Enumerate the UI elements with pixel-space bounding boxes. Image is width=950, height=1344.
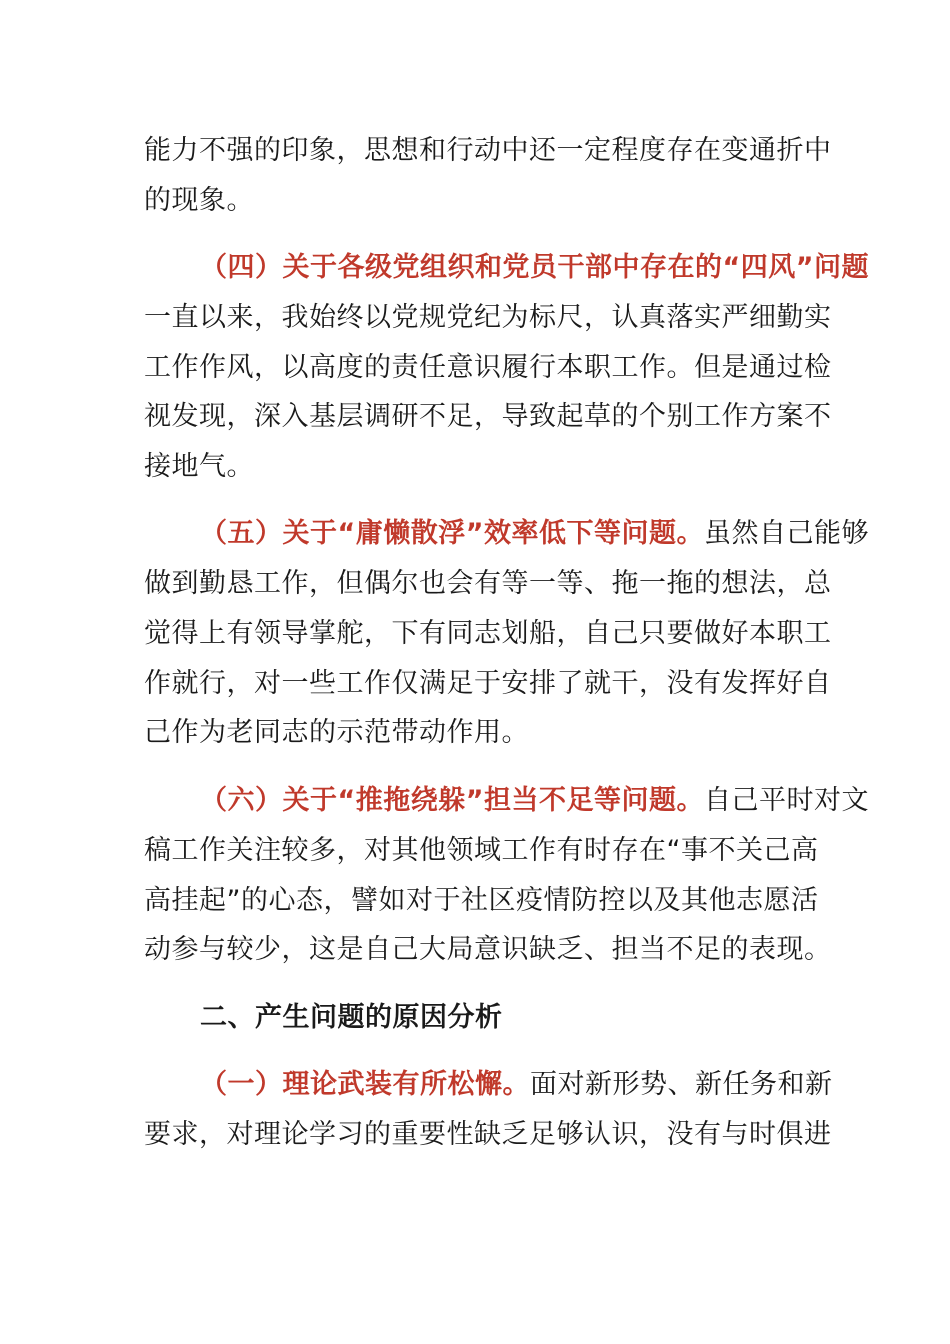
paragraph-line: 作就行，对一些工作仅满足于安排了就干，没有发挥好自 [144,668,832,699]
subheading-4: （四）关于各级党组织和党员干部中存在的“四风”问题 [200,252,869,283]
paragraph-line: 稿工作关注较多，对其他领域工作有时存在“事不关己高 [144,835,819,866]
subheading-6: （六）关于“推拖绕躲”担当不足等问题。 [200,785,704,816]
paragraph-line: 能力不强的印象，思想和行动中还一定程度存在变通折中 [144,135,832,166]
paragraph-line: 的现象。 [144,185,254,216]
paragraph-line: 要求，对理论学习的重要性缺乏足够认识，没有与时俱进 [144,1119,832,1150]
subheading-5-line: （五）关于“庸懒散浮”效率低下等问题。虽然自己能够 [200,518,869,549]
section-heading-2: 二、产生问题的原因分析 [200,1002,503,1033]
paragraph-line: 己作为老同志的示范带动作用。 [144,717,529,748]
paragraph-line: 觉得上有领导掌舵，下有同志划船，自己只要做好本职工 [144,618,832,649]
paragraph-line: 一直以来，我始终以党规党纪为标尺，认真落实严细勤实 [144,302,832,333]
subheading-5: （五）关于“庸懒散浮”效率低下等问题。 [200,518,704,549]
paragraph-line: 工作作风，以高度的责任意识履行本职工作。但是通过检 [144,352,832,383]
subheading-6-line: （六）关于“推拖绕躲”担当不足等问题。自己平时对文 [200,785,869,816]
subheading-1: （一）理论武装有所松懈。 [200,1069,530,1100]
paragraph-line: 视发现，深入基层调研不足，导致起草的个别工作方案不 [144,401,832,432]
subheading-1-line: （一）理论武装有所松懈。面对新形势、新任务和新 [200,1069,833,1100]
paragraph-line: 高挂起”的心态，譬如对于社区疫情防控以及其他志愿活 [144,885,819,916]
paragraph-line: 做到勤恳工作，但偶尔也会有等一等、拖一拖的想法，总 [144,568,832,599]
paragraph-line: 接地气。 [144,451,254,482]
paragraph-line: 动参与较少，这是自己大局意识缺乏、担当不足的表现。 [144,934,832,965]
